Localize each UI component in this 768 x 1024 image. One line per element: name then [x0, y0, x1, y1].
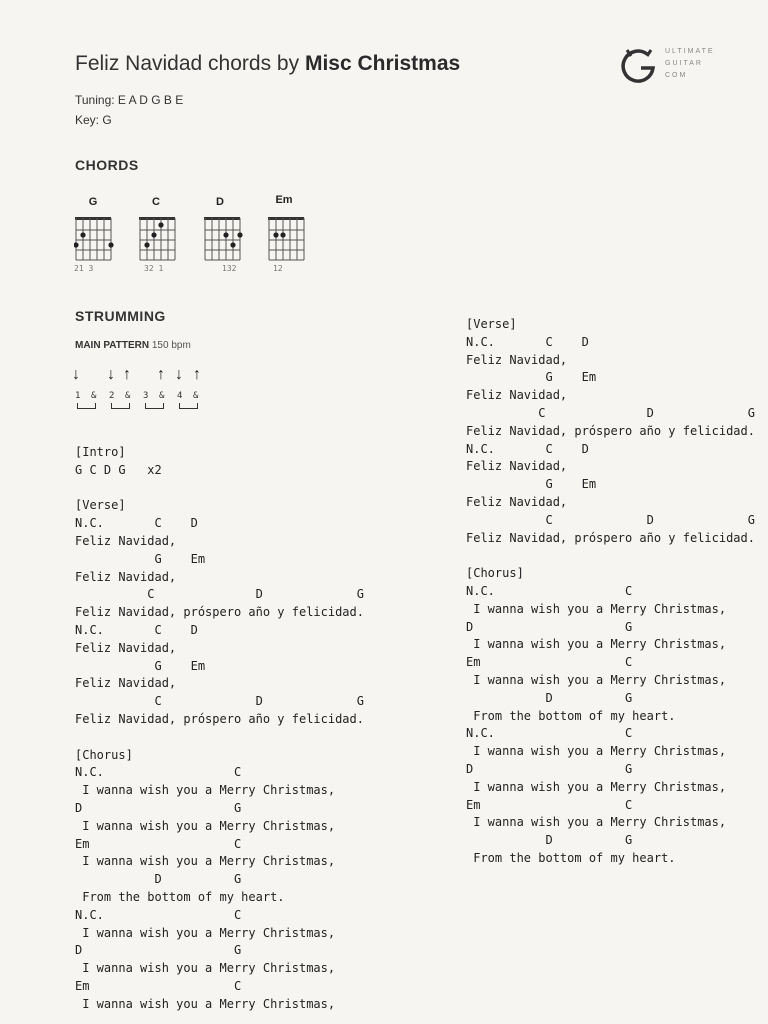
song-line: N.C. C D	[466, 334, 589, 349]
song-line: I wanna wish you a Merry Christmas,	[466, 815, 727, 830]
song-line: D G	[75, 872, 242, 887]
song-line: D G	[466, 619, 633, 634]
song-line: [Verse]	[466, 317, 517, 331]
strum-down-arrow-icon: ↓	[175, 366, 183, 383]
chord-diagram-em[interactable]	[267, 216, 307, 262]
artist-link[interactable]: Misc Christmas	[304, 52, 461, 75]
song-line: C D G	[466, 512, 755, 527]
song-line: Feliz Navidad, próspero año y felicidad.	[75, 711, 364, 726]
beat-label: &	[125, 391, 131, 401]
chord-diagram-c[interactable]	[138, 216, 178, 262]
song-line: D G	[75, 943, 242, 958]
beat-label: 3	[143, 391, 149, 401]
logo-line-3: COM	[665, 72, 688, 79]
song-line: C D G	[75, 587, 364, 602]
beat-label: 1	[75, 391, 81, 401]
tuning-label: Tuning: E A D G B E	[75, 93, 184, 107]
chord-name-c[interactable]: C	[152, 196, 160, 208]
chord-name-d[interactable]: D	[216, 196, 224, 208]
song-line: N.C. C	[466, 726, 633, 741]
song-line: Feliz Navidad, próspero año y felicidad.	[466, 423, 755, 438]
song-line: N.C. C D	[75, 622, 198, 637]
song-line: D G	[75, 800, 242, 815]
song-line: I wanna wish you a Merry Christmas,	[75, 818, 336, 833]
song-line: Feliz Navidad, próspero año y felicidad.	[75, 605, 364, 620]
beat-bracket	[179, 403, 198, 409]
strum-down-arrow-icon: ↓	[107, 366, 115, 383]
song-line: From the bottom of my heart.	[466, 708, 676, 723]
strum-up-arrow-icon: ↑	[157, 366, 165, 383]
song-line: I wanna wish you a Merry Christmas,	[75, 854, 336, 869]
song-line: Feliz Navidad, próspero año y felicidad.	[466, 530, 755, 545]
song-line: N.C. C D	[466, 441, 589, 456]
song-line: From the bottom of my heart.	[466, 850, 676, 865]
pattern-bpm: 150 bpm	[151, 340, 191, 351]
song-line: [Chorus]	[75, 747, 133, 762]
chord-diagram-d[interactable]	[203, 216, 243, 262]
chord-fingers-c: 32 1	[144, 264, 164, 273]
song-line: N.C. C	[75, 907, 242, 922]
song-line: G Em	[75, 658, 206, 673]
song-line: I wanna wish you a Merry Christmas,	[466, 672, 727, 687]
song-line: Em C	[75, 836, 242, 851]
song-line: G Em	[466, 370, 597, 385]
title-prefix: Feliz Navidad chords by	[75, 52, 300, 75]
song-line: Feliz Navidad,	[75, 533, 177, 548]
song-line: Feliz Navidad,	[466, 494, 568, 509]
song-line: N.C. C D	[75, 516, 198, 531]
chord-fingers-em: 12	[273, 264, 283, 273]
chord-name-g[interactable]: G	[88, 196, 98, 208]
chord-diagram-g[interactable]	[74, 216, 114, 262]
song-line: D G	[466, 761, 633, 776]
beat-bracket	[77, 403, 96, 409]
beat-label: 2	[109, 391, 115, 401]
song-line: I wanna wish you a Merry Christmas,	[75, 925, 336, 940]
song-line: [Intro]	[75, 445, 126, 459]
song-line: I wanna wish you a Merry Christmas,	[466, 637, 727, 652]
beat-label: 4	[177, 391, 183, 401]
song-line: From the bottom of my heart.	[75, 889, 285, 904]
lyrics-column-left	[75, 444, 364, 1014]
song-line: Em C	[466, 797, 633, 812]
beat-label: &	[193, 391, 199, 401]
beat-bracket	[111, 403, 130, 409]
song-line: Feliz Navidad,	[466, 352, 568, 367]
song-line: Em C	[466, 655, 633, 670]
song-line: I wanna wish you a Merry Christmas,	[75, 996, 336, 1011]
song-line: C D G	[466, 405, 755, 420]
song-title	[75, 52, 460, 76]
beat-label: &	[91, 391, 97, 401]
song-line: Feliz Navidad,	[466, 388, 568, 403]
strumming-heading: STRUMMING	[75, 308, 166, 324]
song-line: Feliz Navidad,	[466, 459, 568, 474]
beat-label: &	[159, 391, 165, 401]
lyrics-column-right	[466, 316, 755, 868]
song-line: Feliz Navidad,	[75, 640, 177, 655]
song-line	[75, 729, 364, 747]
song-line: Em C	[75, 978, 242, 993]
chord-name-em[interactable]: Em	[275, 194, 293, 206]
strum-up-arrow-icon: ↑	[123, 366, 131, 383]
song-line: [Verse]	[75, 498, 126, 513]
logo-line-1: ULTIMATE	[665, 48, 715, 55]
song-line	[75, 480, 364, 498]
song-line: I wanna wish you a Merry Christmas,	[466, 601, 727, 616]
song-line: D G	[466, 833, 633, 848]
song-line	[466, 547, 755, 565]
strum-up-arrow-icon: ↑	[193, 366, 201, 383]
song-line: D G	[466, 690, 633, 705]
strum-down-arrow-icon: ↓	[72, 366, 80, 383]
song-line: Feliz Navidad,	[75, 676, 177, 691]
song-line: I wanna wish you a Merry Christmas,	[75, 961, 336, 976]
main-pattern-label	[75, 340, 191, 351]
beat-bracket	[145, 403, 164, 409]
logo-line-2: GUITAR	[665, 60, 703, 67]
guitar-pick-logo-icon	[617, 44, 661, 88]
song-line: G Em	[75, 551, 206, 566]
chords-heading: CHORDS	[75, 157, 139, 173]
song-line: N.C. C	[75, 765, 242, 780]
key-label: Key: G	[75, 113, 112, 127]
song-line: [Chorus]	[466, 566, 524, 581]
chord-fingers-g: 21 3	[74, 264, 94, 273]
song-line: I wanna wish you a Merry Christmas,	[466, 779, 727, 794]
song-line: I wanna wish you a Merry Christmas,	[75, 783, 336, 798]
song-line: G C D G x2	[75, 462, 162, 477]
chord-fingers-d: 132	[222, 264, 237, 273]
song-line: I wanna wish you a Merry Christmas,	[466, 744, 727, 759]
ultimate-guitar-logo	[617, 44, 727, 89]
pattern-title: MAIN PATTERN	[75, 340, 150, 351]
song-line: N.C. C	[466, 583, 633, 598]
song-line: Feliz Navidad,	[75, 569, 177, 584]
song-line: G Em	[466, 477, 597, 492]
song-line: C D G	[75, 694, 364, 709]
